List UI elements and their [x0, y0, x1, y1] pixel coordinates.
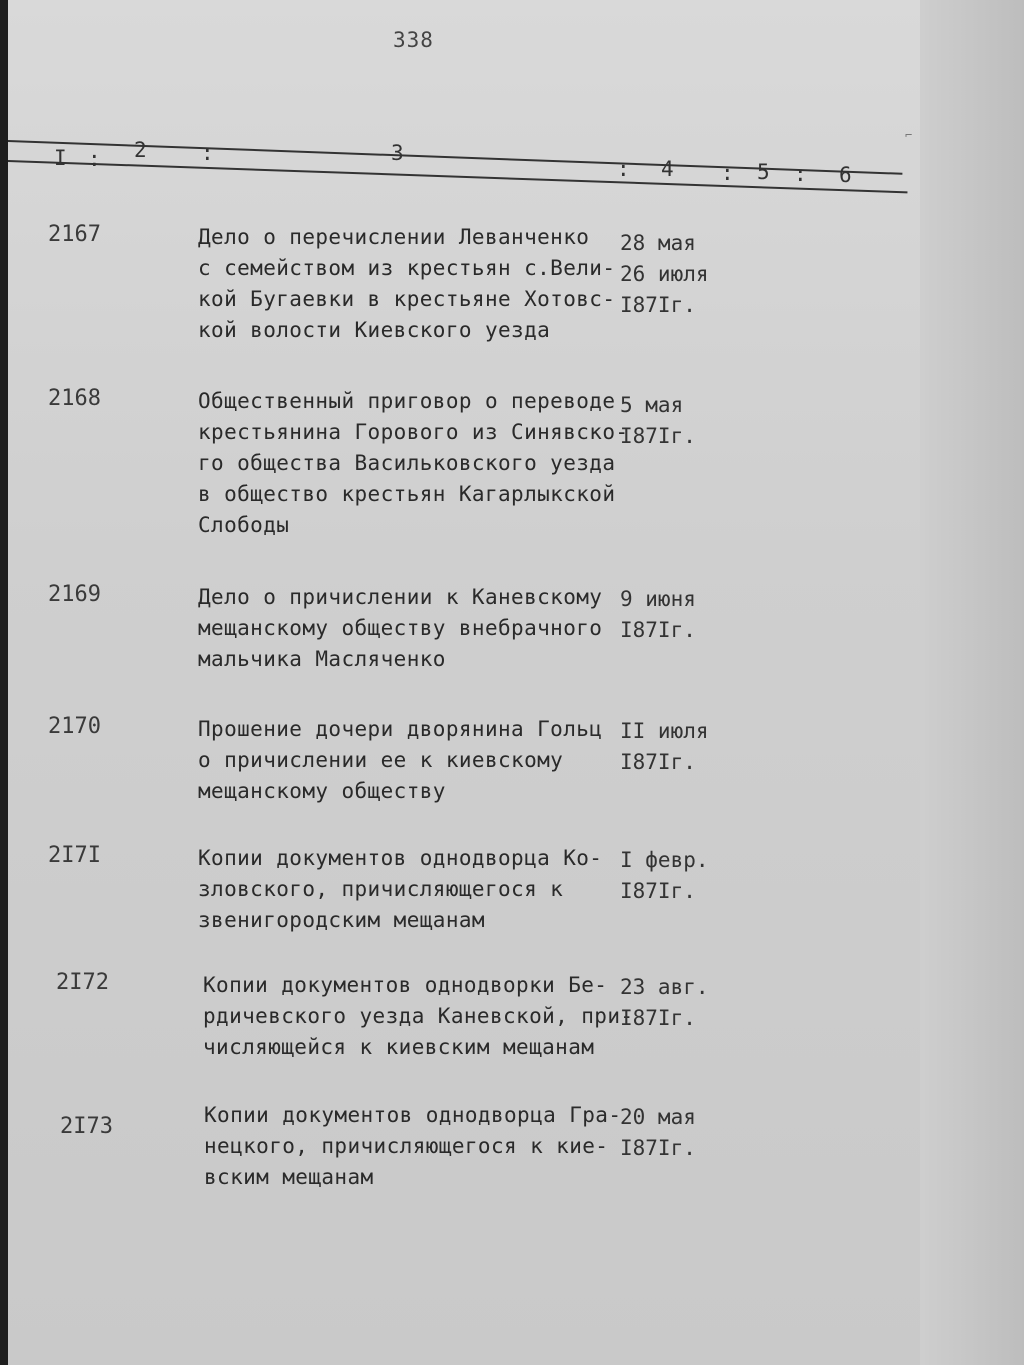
record-description: Общественный приговор о переводе крестьянина Горового из Синявско- го общества Васильковского уезда в общество крестьян Кагарлыкской Слободы — [198, 389, 629, 537]
page-number: 338 — [393, 28, 434, 52]
record-date: 20 мая I87Iг. — [620, 1105, 696, 1160]
column-separator: : — [617, 157, 630, 181]
record-number: 2167 — [48, 222, 101, 247]
column-header-3: 3 — [391, 141, 404, 165]
record-date: 28 мая 26 июля I87Iг. — [620, 231, 709, 317]
record-description: Дело о перечислении Леванченко с семейством из крестьян с.Вели- кой Бугаевки в крестьяне Хотовс- кой волости Киевского уезда — [198, 225, 616, 342]
column-header-2: 2 — [134, 138, 147, 162]
column-header-6: 6 — [839, 163, 852, 187]
record-date: 23 авг. I87Iг. — [620, 975, 709, 1030]
column-separator: : — [794, 162, 807, 186]
record-number: 2170 — [48, 714, 101, 739]
background-surface — [915, 0, 1024, 1365]
record-description: Дело о причислении к Каневскому мещанскому обществу внебрачного мальчика Масляченко — [198, 585, 603, 671]
margin-mark: ⌐ — [905, 128, 913, 142]
header-rule-bottom — [8, 160, 908, 193]
column-separator: : — [201, 141, 214, 165]
record-description: Копии документов однодворки Бе- рдичевского уезда Каневской, при- числяющейся к киевским мещанам — [203, 973, 634, 1059]
record-number: 2I73 — [60, 1114, 113, 1139]
record-date: I февр. I87Iг. — [620, 848, 709, 903]
document-page — [8, 0, 920, 1365]
page-edge-shadow — [0, 0, 8, 1365]
record-description: Копии документов однодворца Ко- зловского, причисляющегося к звенигородским мещанам — [198, 846, 603, 932]
column-header-1: I — [54, 146, 67, 170]
record-date: 5 мая I87Iг. — [620, 393, 696, 448]
record-number: 2168 — [48, 386, 101, 411]
column-header-5: 5 — [757, 160, 770, 184]
record-number: 2169 — [48, 582, 101, 607]
column-separator: : — [88, 147, 101, 171]
record-number: 2I72 — [56, 970, 109, 995]
record-description: Копии документов однодворца Гра- нецкого, причисляющегося к кие- вским мещанам — [204, 1103, 622, 1189]
column-header-4: 4 — [661, 157, 674, 181]
record-date: 9 июня I87Iг. — [620, 587, 696, 642]
record-description: Прошение дочери дворянина Гольц о причислении ее к киевскому мещанскому обществу — [198, 717, 603, 803]
column-separator: : — [721, 161, 734, 185]
record-number: 2I7I — [48, 843, 101, 868]
record-date: II июля I87Iг. — [620, 719, 709, 774]
